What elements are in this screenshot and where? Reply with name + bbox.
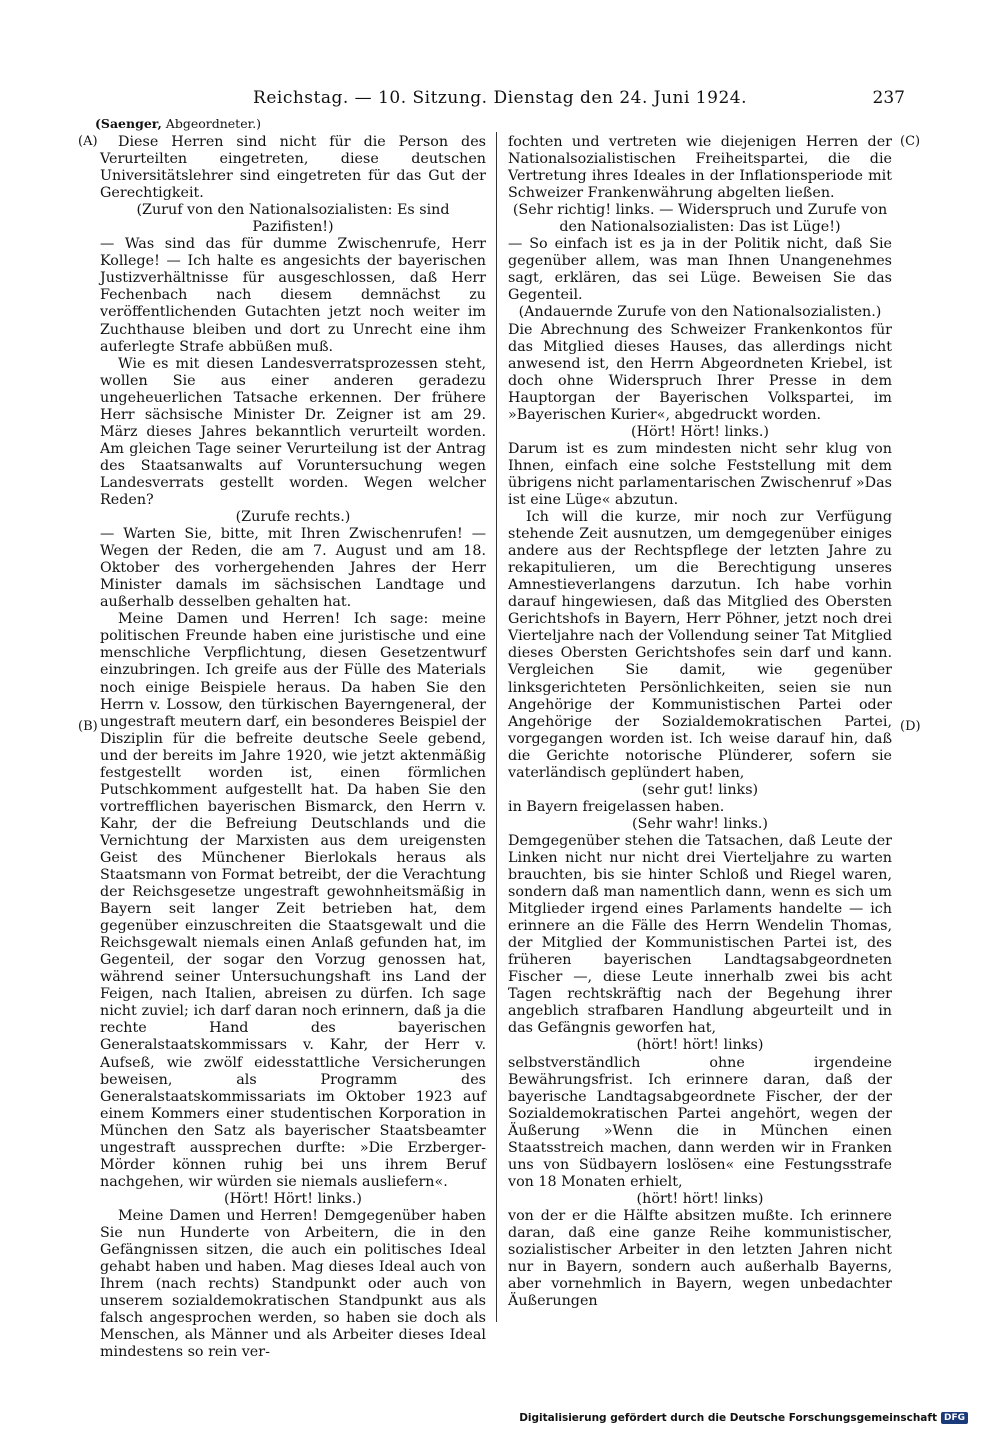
interjection: (sehr gut! links) [641, 781, 759, 798]
margin-marker-a: (A) [78, 134, 98, 149]
page-header [95, 88, 905, 114]
right-column [508, 134, 892, 1310]
paragraph: Meine Damen und Herren! Demgegenüber haben Sie nun Hunderte von Arbeitern, die in den Gefängnissen sitzen, die auch ein politisches Ideal gehabt haben und haben. Mag dieses Ideal auch von Ihrem (nach rechts) Standpunkt oder auch von unserem sozialdemokratischen Standpunkt aus als falsch angesprochen werden, so haben sie doch als Menschen, als Männer und als Arbeiter dieses Ideal mindestens so rein ver- [100, 1207, 486, 1361]
speaker-label [95, 116, 261, 131]
margin-marker-b: (B) [78, 719, 98, 734]
interjection: (Hört! Hört! links.) [631, 423, 769, 440]
left-column [100, 134, 486, 1361]
paragraph: Ich will die kurze, mir noch zur Verfügung stehende Zeit ausnutzen, um demgegenüber einiges andere aus der Rechtspflege der letzten Jahre zu rekapitulieren, um die Berechtigung unseres Amnestieverlangens darzutun. Ich habe vorhin darauf hingewiesen, daß das Mitglied des Obersten Gerichtshofs in Bayern, Herr Pöhner, jetzt noch drei Vierteljahre nach der Vollendung seiner Tat Mitglied dieses Obersten Gerichtshofes sein darf und kann. Vergleichen Sie damit, wie gegenüber linksgerichteten Persönlichkeiten, seien sie nun Angehörige der Kommunistischen Partei oder Angehörige der Sozialdemokratischen Partei, vorgegangen worden ist. Ich weise darauf hin, daß die Gerichte notorische Plünderer, sofern sie vaterländisch geplündert haben, [508, 509, 892, 781]
paragraph: von der er die Hälfte absitzen mußte. Ich erinnere daran, daß eine ganze Reihe kommunistischer, sozialistischer Arbeiter in den letzten Jahren nicht nur in Bayern, sondern auch außerhalb Bayerns, aber vornehmlich in Bayern, wegen unbedachter Äußerungen [508, 1207, 892, 1310]
running-title: Reichstag. — 10. Sitzung. Dienstag den 24. Juni 1924. [253, 88, 747, 108]
dfg-logo: DFG [941, 1412, 968, 1424]
speaker-name: (Saenger, [95, 116, 162, 131]
paragraph: Demgegenüber stehen die Tatsachen, daß Leute der Linken nicht nur nicht drei Vierteljahre zu warten brauchten, bis sie hinter Schloß und Riegel waren, sondern daß man namentlich dann, wenn es sich um Mitglieder irgend eines Parlaments handelte — ich erinnere an die Fälle des Herrn Wendelin Thomas, der Mitglied der Kommunistischen Partei ist, des früheren bayerischen Landtagsabgeordneten Fischer —, diese Leute innerhalb zwei bis acht Tagen rechtskräftig nach der Begehung ihrer angeblich strafbaren Handlung abgeurteilt und in das Gefängnis geworfen hat, [508, 832, 892, 1037]
paragraph: Meine Damen und Herren! Ich sage: meine politischen Freunde haben eine juristische und eine menschliche Verpflichtung, diesen Gesetzentwurf einzubringen. Ich greife aus der Fülle des Materials noch einige Beispiele heraus. Da haben Sie den Herrn v. Lossow, den türkischen Bayerngeneral, der ungestraft meutern darf, ein besonderes Beispiel der Disziplin für die befreite deutsche Seele gebend, und der bereits im Jahre 1920, wie jetzt aktenmäßig festgestellt worden ist, einen förmlichen Putschkomment aufgestellt hat. Da haben Sie den vortrefflichen bayerischen Bismarck, den Herrn v. Kahr, der die Befreiung Deutschlands und die Vernichtung der Marxisten aus dem ureigensten Geist des Münchener Bierlokals heraus als Staatsmann von Format betreibt, der die Verachtung der Reichsgesetze ungestraft gewohnheitsmäßig in Bayern seit langer Zeit betrieben hat, dem gegenüber einzuschreiten die Staatsgewalt und die Reichsgewalt niemals einen Anlaß gefunden hat, im Gegenteil, der sogar den Vorzug genossen hat, während seiner Untersuchungshaft ins Land der Feigen, nach Italien, abreisen zu dürfen. Ich sage nicht zuviel; ich darf daran noch erinnern, daß ja die rechte Hand des bayerischen Generalstaatskommissars v. Kahr, der Herr v. Aufseß, wie zwölf eidesstattliche Versicherungen beweisen, als Programm des Generalstaatskommissariats im Oktober 1923 auf einem Kommers einer studentischen Korporation in München den Satz als bayerischer Staatsbeamter ungestraft aussprechen durfte: »Die Erzberger-Mörder können ruhig bei uns ihrem Beruf nachgehen, wir würden sie niemals ausliefern«. [100, 611, 486, 1190]
margin-marker-c: (C) [900, 134, 921, 149]
page-number: 237 [872, 88, 905, 108]
speaker-role: Abgeordneter.) [165, 116, 262, 131]
interjection: (Sehr wahr! links.) [632, 815, 768, 832]
footer-credit [519, 1412, 968, 1424]
paragraph: Darum ist es zum mindesten nicht sehr klug von Ihnen, einfach eine solche Feststellung mit dem übrigens nicht parlamentarischen Zwischenruf »Das ist eine Lüge« abzutun. [508, 440, 892, 508]
interjection: (hört! hört! links) [636, 1037, 764, 1054]
interjection: (hört! hört! links) [636, 1190, 764, 1207]
paragraph: in Bayern freigelassen haben. [508, 798, 725, 815]
paragraph: — So einfach ist es ja in der Politik nicht, daß Sie gegenüber allem, was man Ihnen Unangenehmes sagt, erklären, das sei Lüge. Beweisen Sie das Gegenteil. [508, 236, 892, 304]
footer-text: Digitalisierung gefördert durch die Deutsche Forschungsgemeinschaft [519, 1412, 937, 1424]
paragraph: — Warten Sie, bitte, mit Ihren Zwischenrufen! — Wegen der Reden, die am 7. August und am 18. Oktober des vorhergehenden Jahres der Herr Minister damals im sächsischen Landtage und außerhalb desselben gehalten hat. [100, 526, 486, 611]
interjection: (Zurufe rechts.) [235, 509, 351, 526]
margin-marker-d: (D) [900, 719, 921, 734]
paragraph: Die Abrechnung des Schweizer Frankenkontos für das Mitglied dieses Hauses, das allerdings nicht anwesend ist, den Herrn Abgeordneten Kriebel, ist doch ohne Widerspruch Ihrer Presse in dem Hauptorgan der Bayerischen Volkspartei, im »Bayerischen Kurier«, abgedruckt worden. [508, 321, 892, 423]
interjection: (Hört! Hört! links.) [224, 1190, 362, 1207]
interjection: (Sehr richtig! links. — Widerspruch und Zurufe von den Nationalsozialisten: Das ist Lüge!) [512, 202, 888, 236]
paragraph: selbstverständlich ohne irgendeine Bewährungsfrist. Ich erinnere daran, daß der bayerische Landtagsabgeordnete Fischer, der der Sozialdemokratischen Partei angehört, wegen der Äußerung »Wenn die in München einen Staatsstreich machen, dann werden wir in Franken uns von Südbayern loslösen« eine Festungsstrafe von 18 Monaten erhielt, [508, 1054, 892, 1190]
paragraph: Diese Herren sind nicht für die Person des Verurteilten eingetreten, diese deutschen Universitätslehrer sind eingetreten für das Gut der Gerechtigkeit. [100, 134, 486, 202]
column-divider [496, 132, 497, 1322]
paragraph: Wie es mit diesen Landesverratsprozessen steht, wollen Sie aus einer anderen geradezu ungeheuerlichen Tatsache erkennen. Der frühere Herr sächsische Minister Dr. Zeigner ist am 29. März dieses Jahres bekanntlich verurteilt worden. Am gleichen Tage seiner Verurteilung ist der Antrag des Staatsanwalts auf Voruntersuchung wegen Landesverrats gestellt worden. Wegen welcher Reden? [100, 355, 486, 508]
paragraph: — Was sind das für dumme Zwischenrufe, Herr Kollege! — Ich halte es angesichts der bayerischen Justizverhältnisse für ausgeschlossen, daß Herr Fechenbach nach diesem demnächst zu veröffentlichenden Gutachten jetzt noch weiter im Zuchthause bleiben und dort zu Unrecht eine ihm auferlegte Strafe abbüßen muß. [100, 236, 486, 355]
interjection: (Andauernde Zurufe von den Nationalsozialisten.) [518, 304, 882, 321]
interjection: (Zuruf von den Nationalsozialisten: Es sind Pazifisten!) [136, 202, 450, 236]
paragraph: fochten und vertreten wie diejenigen Herren der Nationalsozialistischen Freiheitspartei, die die Vertretung ihres Ideales in der Inflationsperiode mit Schweizer Frankenwährung abgelten ließen. [508, 134, 892, 202]
